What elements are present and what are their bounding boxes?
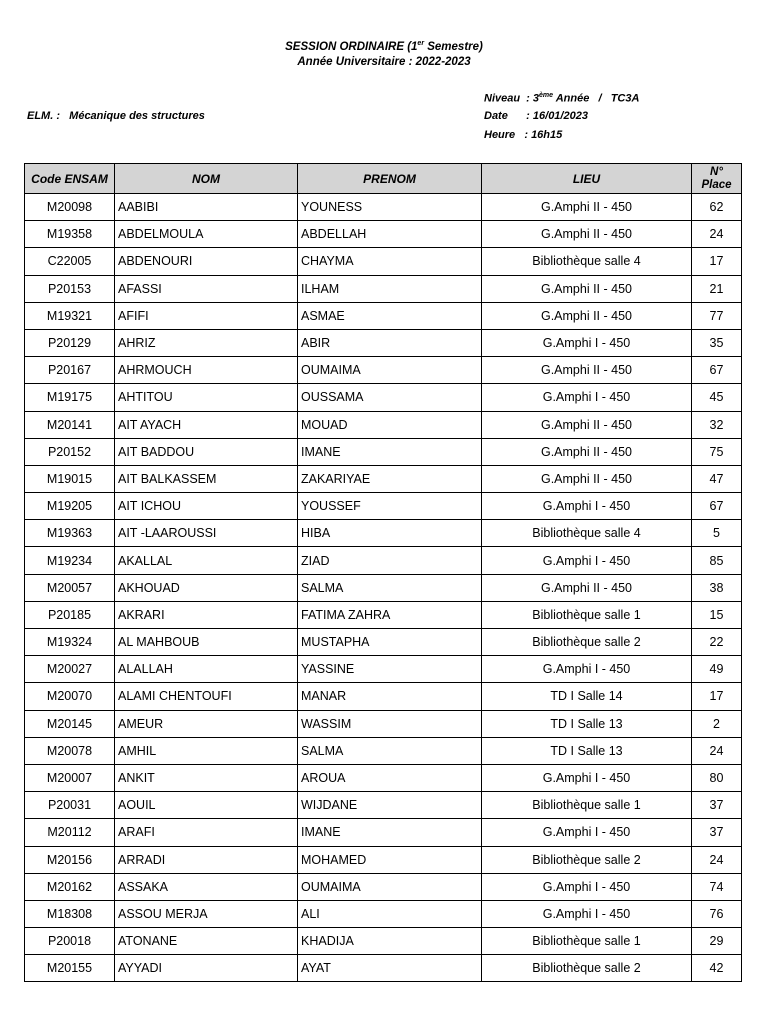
cell-nom: ARAFI bbox=[115, 819, 298, 846]
cell-prenom: WASSIM bbox=[298, 710, 482, 737]
exam-time: Heure : 16h15 bbox=[484, 129, 563, 141]
cell-code: P20185 bbox=[25, 601, 115, 628]
cell-code: M18308 bbox=[25, 900, 115, 927]
cell-lieu: G.Amphi II - 450 bbox=[482, 357, 692, 384]
cell-code: P20018 bbox=[25, 928, 115, 955]
cell-code: M20070 bbox=[25, 683, 115, 710]
table-row bbox=[25, 493, 742, 520]
cell-code: M20156 bbox=[25, 846, 115, 873]
cell-place: 67 bbox=[692, 357, 742, 384]
cell-prenom: ILHAM bbox=[298, 275, 482, 302]
table-row bbox=[25, 465, 742, 492]
cell-lieu: G.Amphi I - 450 bbox=[482, 547, 692, 574]
cell-lieu: G.Amphi II - 450 bbox=[482, 302, 692, 329]
cell-nom: ARRADI bbox=[115, 846, 298, 873]
cell-place: 75 bbox=[692, 438, 742, 465]
cell-lieu: G.Amphi II - 450 bbox=[482, 465, 692, 492]
table-row bbox=[25, 737, 742, 764]
cell-place: 38 bbox=[692, 574, 742, 601]
table-row bbox=[25, 357, 742, 384]
cell-place: 49 bbox=[692, 656, 742, 683]
cell-prenom: MOUAD bbox=[298, 411, 482, 438]
session-title-sup: er bbox=[417, 40, 425, 47]
cell-lieu: G.Amphi II - 450 bbox=[482, 221, 692, 248]
cell-prenom: OUMAIMA bbox=[298, 357, 482, 384]
session-title-suffix: Semestre) bbox=[424, 40, 483, 53]
cell-place: 15 bbox=[692, 601, 742, 628]
cell-prenom: AYAT bbox=[298, 955, 482, 982]
cell-place: 85 bbox=[692, 547, 742, 574]
table-header-row bbox=[25, 164, 742, 194]
cell-prenom: FATIMA ZAHRA bbox=[298, 601, 482, 628]
cell-prenom: ZIAD bbox=[298, 547, 482, 574]
cell-code: M20155 bbox=[25, 955, 115, 982]
table-row bbox=[25, 275, 742, 302]
cell-lieu: Bibliothèque salle 4 bbox=[482, 520, 692, 547]
cell-code: P20129 bbox=[25, 329, 115, 356]
cell-nom: AOUIL bbox=[115, 792, 298, 819]
header-prenom: PRENOM bbox=[298, 164, 482, 194]
cell-prenom: ABDELLAH bbox=[298, 221, 482, 248]
cell-place: 67 bbox=[692, 493, 742, 520]
cell-code: P20152 bbox=[25, 438, 115, 465]
cell-prenom: YOUNESS bbox=[298, 194, 482, 221]
cell-lieu: G.Amphi I - 450 bbox=[482, 819, 692, 846]
cell-nom: AHTITOU bbox=[115, 384, 298, 411]
cell-place: 17 bbox=[692, 683, 742, 710]
cell-prenom: KHADIJA bbox=[298, 928, 482, 955]
cell-code: P20167 bbox=[25, 357, 115, 384]
table-row bbox=[25, 601, 742, 628]
cell-place: 29 bbox=[692, 928, 742, 955]
cell-lieu: Bibliothèque salle 2 bbox=[482, 846, 692, 873]
cell-lieu: TD I Salle 14 bbox=[482, 683, 692, 710]
cell-prenom: OUSSAMA bbox=[298, 384, 482, 411]
cell-lieu: Bibliothèque salle 1 bbox=[482, 792, 692, 819]
cell-nom: AYYADI bbox=[115, 955, 298, 982]
cell-place: 42 bbox=[692, 955, 742, 982]
table-row bbox=[25, 764, 742, 791]
cell-nom: AIT -LAAROUSSI bbox=[115, 520, 298, 547]
table-row bbox=[25, 819, 742, 846]
cell-place: 24 bbox=[692, 221, 742, 248]
cell-place: 24 bbox=[692, 737, 742, 764]
cell-place: 45 bbox=[692, 384, 742, 411]
cell-place: 17 bbox=[692, 248, 742, 275]
cell-code: M20007 bbox=[25, 764, 115, 791]
cell-prenom: YOUSSEF bbox=[298, 493, 482, 520]
niveau bbox=[484, 92, 639, 105]
cell-lieu: G.Amphi II - 450 bbox=[482, 194, 692, 221]
cell-prenom: MOHAMED bbox=[298, 846, 482, 873]
cell-place: 37 bbox=[692, 819, 742, 846]
cell-nom: AFASSI bbox=[115, 275, 298, 302]
cell-prenom: SALMA bbox=[298, 574, 482, 601]
header-lieu: LIEU bbox=[482, 164, 692, 194]
table-row bbox=[25, 302, 742, 329]
cell-place: 77 bbox=[692, 302, 742, 329]
cell-prenom: IMANE bbox=[298, 819, 482, 846]
cell-prenom: MANAR bbox=[298, 683, 482, 710]
table-row bbox=[25, 900, 742, 927]
session-title-prefix: SESSION ORDINAIRE (1 bbox=[285, 40, 418, 53]
cell-prenom: HIBA bbox=[298, 520, 482, 547]
cell-lieu: G.Amphi I - 450 bbox=[482, 329, 692, 356]
cell-code: M19205 bbox=[25, 493, 115, 520]
cell-place: 5 bbox=[692, 520, 742, 547]
cell-code: M19015 bbox=[25, 465, 115, 492]
header-nom: NOM bbox=[115, 164, 298, 194]
table-row bbox=[25, 629, 742, 656]
cell-nom: ATONANE bbox=[115, 928, 298, 955]
cell-nom: ALALLAH bbox=[115, 656, 298, 683]
cell-prenom: ALI bbox=[298, 900, 482, 927]
cell-code: M20057 bbox=[25, 574, 115, 601]
table-row bbox=[25, 547, 742, 574]
cell-nom: AL MAHBOUB bbox=[115, 629, 298, 656]
cell-lieu: G.Amphi I - 450 bbox=[482, 900, 692, 927]
cell-code: M19324 bbox=[25, 629, 115, 656]
cell-code: P20031 bbox=[25, 792, 115, 819]
cell-nom: AKHOUAD bbox=[115, 574, 298, 601]
cell-code: M19363 bbox=[25, 520, 115, 547]
cell-place: 2 bbox=[692, 710, 742, 737]
cell-lieu: G.Amphi I - 450 bbox=[482, 764, 692, 791]
niveau-sup: ème bbox=[539, 92, 554, 99]
cell-lieu: G.Amphi I - 450 bbox=[482, 384, 692, 411]
cell-place: 21 bbox=[692, 275, 742, 302]
cell-code: C22005 bbox=[25, 248, 115, 275]
table-row bbox=[25, 955, 742, 982]
academic-year: Année Universitaire : 2022-2023 bbox=[297, 56, 471, 68]
table-row bbox=[25, 873, 742, 900]
cell-prenom: ASMAE bbox=[298, 302, 482, 329]
cell-code: M20162 bbox=[25, 873, 115, 900]
exam-date: Date : 16/01/2023 bbox=[484, 110, 588, 122]
cell-lieu: TD I Salle 13 bbox=[482, 710, 692, 737]
cell-prenom: ZAKARIYAE bbox=[298, 465, 482, 492]
cell-nom: ABDENOURI bbox=[115, 248, 298, 275]
cell-lieu: Bibliothèque salle 4 bbox=[482, 248, 692, 275]
cell-place: 76 bbox=[692, 900, 742, 927]
cell-nom: ALAMI CHENTOUFI bbox=[115, 683, 298, 710]
cell-place: 74 bbox=[692, 873, 742, 900]
element-module: ELM. : Mécanique des structures bbox=[27, 110, 205, 122]
cell-prenom: ABIR bbox=[298, 329, 482, 356]
cell-prenom: CHAYMA bbox=[298, 248, 482, 275]
cell-nom: AHRIZ bbox=[115, 329, 298, 356]
cell-code: M20145 bbox=[25, 710, 115, 737]
cell-lieu: G.Amphi II - 450 bbox=[482, 574, 692, 601]
cell-prenom: SALMA bbox=[298, 737, 482, 764]
cell-place: 80 bbox=[692, 764, 742, 791]
table-row bbox=[25, 248, 742, 275]
cell-nom: AMHIL bbox=[115, 737, 298, 764]
cell-code: M20098 bbox=[25, 194, 115, 221]
cell-lieu: G.Amphi I - 450 bbox=[482, 493, 692, 520]
cell-nom: ABDELMOULA bbox=[115, 221, 298, 248]
cell-lieu: TD I Salle 13 bbox=[482, 737, 692, 764]
table-row bbox=[25, 710, 742, 737]
table-row bbox=[25, 574, 742, 601]
header-code: Code ENSAM bbox=[25, 164, 115, 194]
cell-nom: ASSOU MERJA bbox=[115, 900, 298, 927]
cell-nom: AIT AYACH bbox=[115, 411, 298, 438]
table-row bbox=[25, 411, 742, 438]
cell-code: M19175 bbox=[25, 384, 115, 411]
table-row bbox=[25, 792, 742, 819]
table-row bbox=[25, 384, 742, 411]
cell-place: 47 bbox=[692, 465, 742, 492]
cell-prenom: IMANE bbox=[298, 438, 482, 465]
cell-code: M20112 bbox=[25, 819, 115, 846]
cell-place: 62 bbox=[692, 194, 742, 221]
cell-prenom: MUSTAPHA bbox=[298, 629, 482, 656]
cell-nom: AKRARI bbox=[115, 601, 298, 628]
cell-nom: AIT ICHOU bbox=[115, 493, 298, 520]
header-place-line2: Place bbox=[701, 178, 732, 191]
cell-nom: ANKIT bbox=[115, 764, 298, 791]
cell-code: P20153 bbox=[25, 275, 115, 302]
cell-code: M20078 bbox=[25, 737, 115, 764]
cell-lieu: Bibliothèque salle 1 bbox=[482, 928, 692, 955]
cell-code: M20141 bbox=[25, 411, 115, 438]
table-row bbox=[25, 928, 742, 955]
cell-place: 35 bbox=[692, 329, 742, 356]
table-row bbox=[25, 683, 742, 710]
cell-lieu: Bibliothèque salle 1 bbox=[482, 601, 692, 628]
cell-code: M19234 bbox=[25, 547, 115, 574]
cell-lieu: G.Amphi II - 450 bbox=[482, 275, 692, 302]
cell-nom: AKALLAL bbox=[115, 547, 298, 574]
cell-code: M20027 bbox=[25, 656, 115, 683]
cell-lieu: Bibliothèque salle 2 bbox=[482, 955, 692, 982]
cell-place: 22 bbox=[692, 629, 742, 656]
header-place-line1: N° bbox=[710, 165, 723, 178]
cell-lieu: G.Amphi I - 450 bbox=[482, 873, 692, 900]
niveau-prefix: Niveau : 3 bbox=[484, 92, 540, 105]
cell-prenom: OUMAIMA bbox=[298, 873, 482, 900]
cell-place: 37 bbox=[692, 792, 742, 819]
table-row bbox=[25, 656, 742, 683]
students-table bbox=[24, 163, 742, 982]
cell-nom: AIT BADDOU bbox=[115, 438, 298, 465]
cell-prenom: WIJDANE bbox=[298, 792, 482, 819]
cell-code: M19321 bbox=[25, 302, 115, 329]
cell-code: M19358 bbox=[25, 221, 115, 248]
cell-lieu: G.Amphi I - 450 bbox=[482, 656, 692, 683]
table-row bbox=[25, 438, 742, 465]
table-row bbox=[25, 520, 742, 547]
niveau-suffix: Année / TC3A bbox=[553, 92, 640, 105]
table-row bbox=[25, 221, 742, 248]
cell-nom: ASSAKA bbox=[115, 873, 298, 900]
cell-nom: AMEUR bbox=[115, 710, 298, 737]
table-row bbox=[25, 329, 742, 356]
cell-nom: AABIBI bbox=[115, 194, 298, 221]
header-place bbox=[692, 164, 742, 194]
cell-nom: AHRMOUCH bbox=[115, 357, 298, 384]
cell-lieu: Bibliothèque salle 2 bbox=[482, 629, 692, 656]
cell-place: 32 bbox=[692, 411, 742, 438]
cell-prenom: YASSINE bbox=[298, 656, 482, 683]
table-row bbox=[25, 194, 742, 221]
table-row bbox=[25, 846, 742, 873]
cell-lieu: G.Amphi II - 450 bbox=[482, 438, 692, 465]
cell-nom: AFIFI bbox=[115, 302, 298, 329]
cell-place: 24 bbox=[692, 846, 742, 873]
session-title bbox=[0, 40, 768, 53]
cell-lieu: G.Amphi II - 450 bbox=[482, 411, 692, 438]
cell-prenom: AROUA bbox=[298, 764, 482, 791]
cell-nom: AIT BALKASSEM bbox=[115, 465, 298, 492]
